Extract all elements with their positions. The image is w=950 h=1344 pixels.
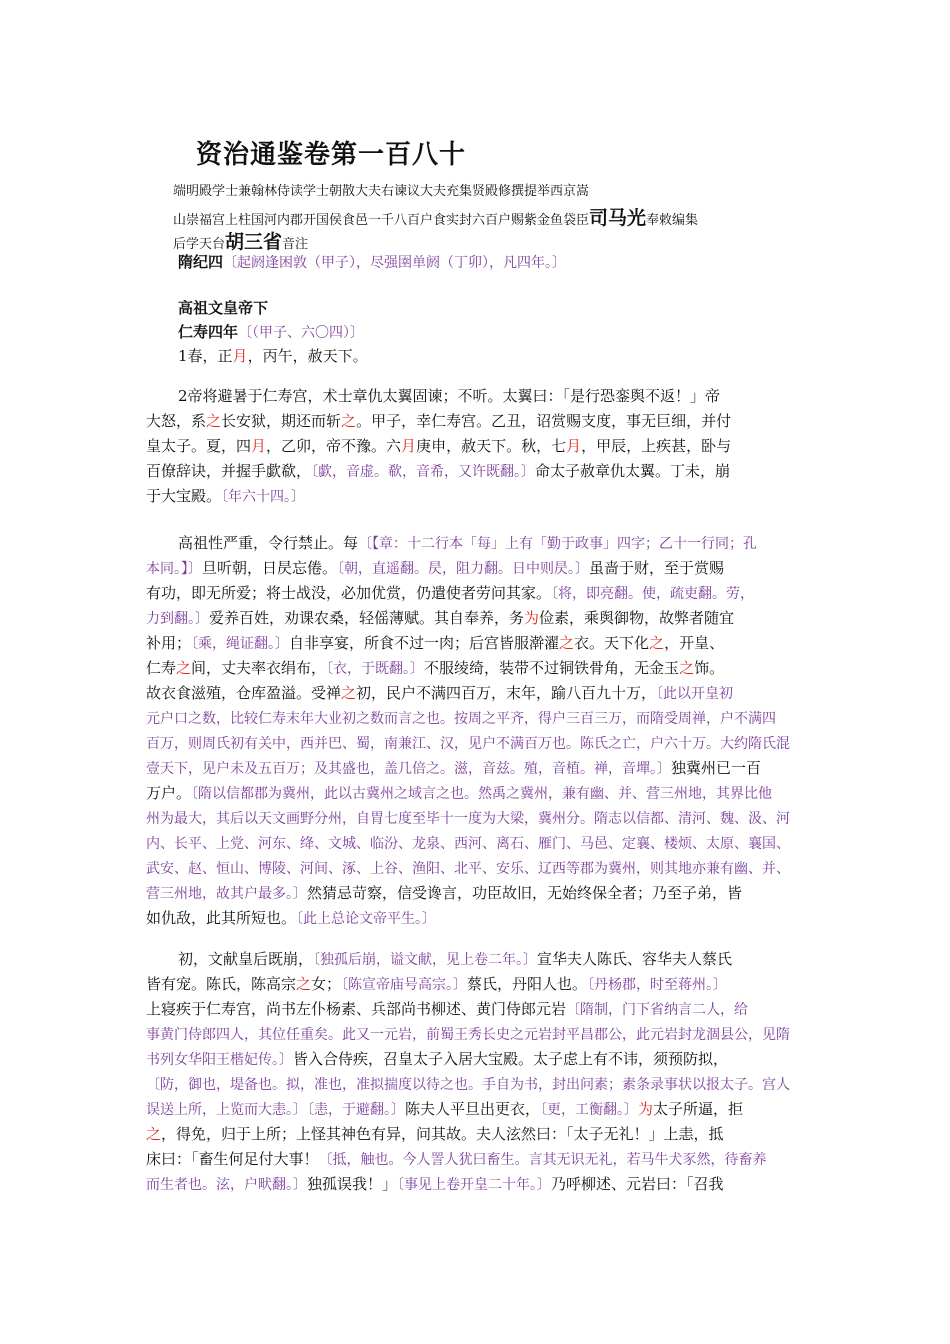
paragraph-4 (146, 947, 802, 1197)
body-text: 不服绫绮，装带不过铜铁骨角，无金玉 (424, 659, 680, 677)
text-line (146, 1047, 802, 1072)
body-text: 命太子赦章仇太翼。丁未，崩 (535, 462, 731, 480)
text-line (146, 556, 802, 581)
text-line (146, 1072, 802, 1097)
credit-line-2 (173, 203, 698, 230)
annotation-text: 〔事见上卷开皇二十年。〕 (397, 1177, 552, 1193)
text-line (146, 731, 802, 756)
text-line (146, 1097, 802, 1122)
highlighted-char: 之 (296, 975, 312, 993)
text-line (146, 1122, 802, 1147)
body-text: 床曰：「畜生何足付大事！ (146, 1150, 319, 1168)
body-text: 上寝疾于仁寿宫，尚书左仆杨素、兵部尚书柳述、黄门侍郎元岩 (146, 1000, 567, 1018)
chapter-note: 〔起阏逢困敦（甲子），尽强圉单阏（丁卯），凡四年。〕 (223, 255, 567, 271)
body-text: 仁寿 (146, 659, 177, 677)
annotation-text: 〔此上总论文帝平生。〕 (296, 911, 437, 927)
text-line (146, 947, 802, 972)
credit-line-3-suffix: 音注 (282, 237, 309, 252)
body-text: 虽啬于财，至于赏赐 (589, 559, 725, 577)
text-line (146, 997, 802, 1022)
text-line (146, 344, 802, 369)
annotation-text: 〔【章：十二行本「每」上有「勤于政事」四字；乙十一行同；孔 (358, 536, 758, 552)
text-line (146, 1147, 802, 1172)
text-line (146, 681, 802, 706)
text-line (146, 806, 802, 831)
author-name: 司马光 (589, 207, 647, 229)
text-line (146, 384, 802, 409)
text-line (146, 434, 802, 459)
text-line (146, 756, 802, 781)
text-line (146, 831, 802, 856)
body-text: 初，文献皇后既崩， (178, 950, 314, 968)
annotation-text: 〔将，即亮翻。使，疏吏翻。劳， (551, 586, 755, 602)
highlighted-char: 之 (341, 412, 357, 430)
body-text: 2帝将避暑于仁寿宫，术士章仇太翼固谏；不听。太翼曰：「是行恐銮舆不返！」帝 (178, 387, 721, 405)
annotation-text: 〔防，御也，堤备也。拟，准也，准拟揣度以待之也。手自为书，封出问素；素条录事状以报太子。宫人 (146, 1077, 790, 1093)
body-text: 衣。天下化 (574, 634, 650, 652)
annotation-text: 〔衣，于既翻。〕 (326, 661, 425, 677)
annotation-text: 书列女华阳王楷妃传。〕 (146, 1052, 293, 1068)
text-line (146, 906, 802, 931)
body-text: 大怒，系 (146, 412, 207, 430)
body-text: 补用； (146, 634, 192, 652)
text-line (146, 972, 802, 997)
body-text: 独孤误我！」 (307, 1175, 398, 1193)
text-line (146, 531, 802, 556)
highlighted-char: 之 (559, 634, 575, 652)
text-line (146, 1172, 802, 1197)
annotation-text: 百万，则周氏初有关中，西并巴、蜀，南兼江、汉，见户不满百万也。陈氏之亡，户六十万。大约隋氏混 (146, 736, 790, 752)
paragraph-2 (146, 384, 802, 509)
annotation-text: 〔隋以信都郡为冀州，此以古冀州之域言之也。然禹之冀州，兼有幽、并、营三州地，其界比他 (191, 786, 773, 802)
body-text: 独冀州已一百 (671, 759, 762, 777)
chapter-heading (178, 251, 566, 272)
body-text: 1春，正 (178, 347, 233, 365)
body-text: 故衣食滋殖，仓库盈溢。受禅 (146, 684, 342, 702)
highlighted-char: 之 (679, 659, 695, 677)
text-line (146, 656, 802, 681)
body-text: 女； (311, 975, 342, 993)
body-text: ，得免，归于上所；上怪其神色有异，问其故。夫人泫然曰：「太子无礼！」上恚，抵 (161, 1125, 724, 1143)
text-line (146, 484, 802, 509)
credit-line-3-title: 后学天台 (173, 237, 226, 252)
body-text: 陈夫人平旦出更衣， (405, 1100, 541, 1118)
annotation-text: 州为最大，其后以天文画野分州，自胃七度至毕十一度为大梁，冀州分。隋志以信都、清河、魏、汲、河 (146, 811, 790, 827)
body-text: 间，丈夫率衣绢布， (191, 659, 327, 677)
body-text: ，开皇、 (664, 634, 725, 652)
body-text: 皆入合侍疾，召皇太子入居大宝殿。太子虑上有不讳，须预防拟， (293, 1050, 729, 1068)
body-text: 庚申，赦天下。秋，七 (416, 437, 567, 455)
annotation-text: 〔此以开皇初 (656, 686, 734, 702)
body-text: 百僚辞诀，并握手歔欷， (146, 462, 312, 480)
text-line (146, 606, 802, 631)
annotation-text: 本同。】〕 (146, 561, 202, 577)
annotation-text: 壹天下，见户未及五百万；及其盛也，盖几倍之。滋，音兹。殖，音植。禅，音墠。〕 (146, 761, 671, 777)
chapter-label: 隋纪四 (178, 253, 224, 271)
annotation-text: 内、长平、上党、河东、绛、文城、临汾、龙泉、西河、离石、雁门、马邑、定襄、楼烦、太原、襄国、 (146, 836, 790, 852)
body-text: ，乙卯，帝不豫。六 (266, 437, 402, 455)
highlighted-char: 月 (401, 437, 417, 455)
highlighted-char: 为 (524, 609, 540, 627)
body-text: 然猜忌苛察，信受谗言，功臣故旧，无始终保全者；乃至子弟，皆 (307, 884, 743, 902)
body-text: ，丙午，赦天下。 (247, 347, 368, 365)
annotation-text: 力到翻。〕 (146, 611, 209, 627)
highlighted-char: 之 (176, 659, 192, 677)
highlighted-char: 之 (206, 412, 222, 430)
credit-line-1: 端明殿学士兼翰林侍读学士朝散大夫右谏议大夫充集贤殿修撰提举西京嵩 (173, 184, 590, 199)
volume-title: 资治通鉴卷第一百八十 (196, 140, 467, 170)
annotation-text: 〔独孤后崩，谥文献，见上卷二年。〕 (313, 952, 538, 968)
body-text: 宣华夫人陈氏、容华夫人蔡氏 (537, 950, 733, 968)
highlighted-char: 月 (566, 437, 582, 455)
annotation-text: 元户口之数，比较仁寿末年大业初之数而言之也。按周之平齐，得户三百三万，而隋受周禅，户不满四 (146, 711, 776, 727)
body-text: 俭素，乘舆御物，故弊者随宜 (539, 609, 735, 627)
annotation-text: 而生者也。泫，户畎翻。〕 (146, 1177, 307, 1193)
text-line (146, 409, 802, 434)
credit-line-3 (173, 227, 308, 254)
year-heading (178, 321, 364, 342)
credit-line-2-suffix: 奉敕编集 (646, 213, 699, 228)
annotation-text: 〔抵，触也。今人詈人犹曰畜生。言其无识无礼，若马牛犬豕然，待畜养 (318, 1152, 767, 1168)
text-line (146, 881, 802, 906)
highlighted-char: 为 (638, 1100, 654, 1118)
credit-line-2-title: 山崇福宫上柱国河内郡开国侯食邑一千八百户食实封六百户赐紫金鱼袋臣 (173, 213, 590, 228)
annotation-text: 〔恚，于避翻。〕 (307, 1102, 405, 1118)
annotation-text: 误送上所，上览而大恚。〕 (146, 1102, 307, 1118)
paragraph-3 (146, 531, 802, 931)
body-text: 皆有宠。陈氏，陈高宗 (146, 975, 297, 993)
body-text: 有功，即无所爱；将士战没，必加优赏，仍遣使者劳问其家。 (146, 584, 552, 602)
body-text: 如仇敌，此其所短也。 (146, 909, 297, 927)
body-text: 初，民户不满四百万，末年，踰八百九十万， (356, 684, 657, 702)
text-line (146, 631, 802, 656)
body-text: 旦听朝，日昃忘倦。 (202, 559, 338, 577)
body-text: 自非享宴，所食不过一肉；后宫皆服澣濯 (289, 634, 560, 652)
annotation-text: 〔朝，直遥翻。昃，阻力翻。日中则昃。〕 (337, 561, 590, 577)
annotation-text: 〔乘，绳证翻。〕 (191, 636, 290, 652)
body-text: 于大宝殿。 (146, 487, 222, 505)
text-line (146, 706, 802, 731)
highlighted-char: 之 (146, 1125, 162, 1143)
highlighted-char: 之 (649, 634, 665, 652)
paragraph-1 (146, 344, 802, 369)
annotation-text: 武安、赵、恒山、博陵、河间、涿、上谷、渔阳、北平、安乐、辽西等郡为冀州，则其地亦兼有幽、并、 (146, 861, 790, 877)
text-line (146, 581, 802, 606)
highlighted-char: 之 (341, 684, 357, 702)
body-text: 爱养百姓，劝课农桑，轻傜薄赋。其自奉养，务 (209, 609, 525, 627)
annotation-text: 〔丹杨郡，时至蒋州。〕 (587, 977, 728, 993)
body-text: 蔡氏，丹阳人也。 (467, 975, 588, 993)
body-text: 乃呼柳述、元岩曰：「召我 (551, 1175, 724, 1193)
annotation-text: 〔年六十四。〕 (221, 489, 306, 505)
text-line (146, 1022, 802, 1047)
annotator-name: 胡三省 (225, 231, 283, 253)
highlighted-char: 月 (251, 437, 267, 455)
text-line (146, 459, 802, 484)
annotation-text: 营三州地，故其户最多。〕 (146, 886, 307, 902)
text-line (146, 856, 802, 881)
annotation-text: 事黄门侍郎四人，其位任重矣。此又一元岩，前蜀王秀长史之元岩封平昌郡公，此元岩封龙涸县公，见隋 (146, 1027, 790, 1043)
body-text: ，甲辰，上疾甚，卧与 (581, 437, 732, 455)
body-text: 高祖性严重，令行禁止。每 (178, 534, 359, 552)
annotation-text: 〔歔，音虚。欷，音希，又许既翻。〕 (311, 464, 536, 480)
annotation-text: 〔隋制，门下省纳言二人，给 (566, 1002, 749, 1018)
annotation-text: 〔更，工衡翻。〕 (540, 1102, 639, 1118)
annotation-text: 〔陈宣帝庙号高宗。〕 (341, 977, 468, 993)
body-text: 万户。 (146, 784, 192, 802)
body-text: 长安狱，期还而斩 (221, 412, 342, 430)
body-text: 皇太子。夏，四 (146, 437, 252, 455)
highlighted-char: 月 (232, 347, 248, 365)
body-text: 太子所逼，拒 (653, 1100, 744, 1118)
emperor-heading: 高祖文皇帝下 (178, 299, 269, 317)
body-text: 。甲子，幸仁寿宫。乙丑，诏赏赐支度，事无巨细，并付 (356, 412, 732, 430)
body-text: 饰。 (694, 659, 725, 677)
text-line (146, 781, 802, 806)
year-note: 〔（甲子、六〇四）〕 (238, 325, 365, 341)
year-label: 仁寿四年 (178, 323, 239, 341)
